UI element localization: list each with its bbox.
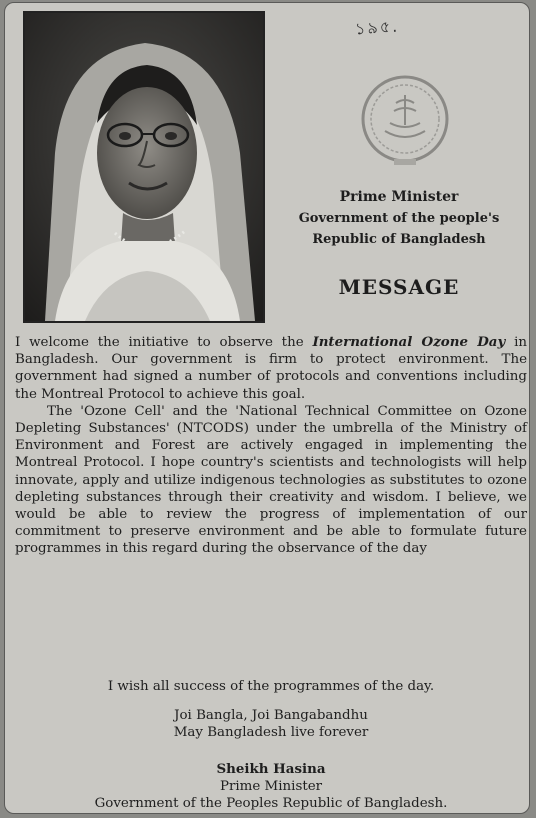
signature-block xyxy=(15,761,527,812)
p1-text-start: I welcome the initiative to observe the xyxy=(15,335,313,350)
message-page xyxy=(4,2,530,814)
closing-line-2: May Bangladesh live forever xyxy=(173,725,369,740)
paragraph-1 xyxy=(15,334,527,403)
government-line: Government of the people's xyxy=(298,211,500,226)
p1-emphasis: International Ozone Day xyxy=(312,334,506,350)
signatory-organization: Government of the Peoples Republic of Bangladesh. xyxy=(94,796,448,811)
closing-lines xyxy=(15,707,527,741)
title-block xyxy=(267,187,531,250)
republic-line: Republic of Bangladesh xyxy=(312,232,486,247)
signatory-title: Prime Minister xyxy=(219,779,323,794)
message-body xyxy=(15,334,527,558)
message-heading: MESSAGE xyxy=(338,275,460,299)
government-seal-icon xyxy=(360,73,450,169)
portrait-photo xyxy=(23,11,265,323)
signatory-name: Sheikh Hasina xyxy=(216,761,326,777)
closing-line-1: Joi Bangla, Joi Bangabandhu xyxy=(174,708,368,723)
portrait-image xyxy=(25,13,263,321)
office-title: Prime Minister xyxy=(339,189,459,205)
p1-text-end: in Bangladesh. Our government is firm to protect environment. The government had signed a number of protocols and conventions including the Montreal Protocol to achieve this goal. xyxy=(15,335,527,402)
wish-line: I wish all success of the programmes of the day. xyxy=(107,679,435,694)
handwritten-note: ১৯৫. xyxy=(354,16,400,39)
paragraph-2: The 'Ozone Cell' and the 'National Technical Committee on Ozone Depleting Substances' (NTCODS) under the umbrella of the Ministry of Environment and Forest are actively engaged in implementing the Montreal Protocol. I hope country's scientists and technologists will help innovate, apply and utilize indigenous technologies as substitutes to ozone depleting substances through their creativity and wisdom. I believe, we would be able to review the progress of implementation of our commitment to preserve environment and be able to formulate future programmes in this regard during the observance of the day xyxy=(15,403,527,557)
